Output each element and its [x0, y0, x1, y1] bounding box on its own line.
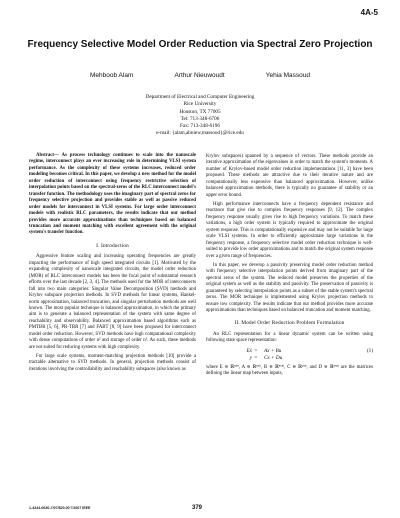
state-space-equation [206, 348, 373, 362]
equation-sign: = [254, 347, 258, 354]
body-paragraph: High performance interconnects have a frequency dependent resistance and reactance that give rise to complex frequency responses [9, 12]. The complex frequency response usually gives rise to high frequency variations. To match these variations, a high order system is typically required to approximate the original system response. This is computationally expensive and may not be suitable for large scale VLSI systems. In order to efficiently approximate large variations in the frequency response, a frequency selective model order reduction technique is well-suited to provide low order approximations and to match the original system response over a given range of frequencies. [206, 201, 373, 259]
affiliation-line: Tel: 713-348-6706 [180, 115, 220, 122]
equation-sign: = [254, 354, 258, 361]
left-column [29, 153, 196, 376]
right-column [206, 154, 373, 381]
section-heading-introduction: I. Introduction [96, 242, 129, 249]
equation-lhs: y [249, 354, 252, 361]
equation-lhs: Eẋ [246, 347, 252, 354]
equation-rhs: Cx + Du [264, 354, 283, 361]
equation-number: (1) [366, 347, 373, 354]
affiliation-line: Rice University [183, 101, 217, 108]
body-paragraph: Krylov subspaces) spanned by a sequence of vectors. These methods provide an iterative approximation of the eigenvalues in order to match the system's moments. A number of Krylov-based model order reduction implementations [11, 3] have been proposed. These methods are attractive due to their iterative nature and are computationally less expensive than balanced approximation. However, unlike balanced approximation methods, there is typically no guarantee of stability or an upper error bound. [206, 154, 373, 198]
author-list [90, 72, 310, 79]
affiliation-line: Department of Electrical and Computer Engineering [145, 94, 255, 100]
body-paragraph: An RLC representation for a linear dynamic system can be written using following state space representation: [206, 331, 373, 344]
affiliation-line: e-mail: {alam,abniew,massoud}@rice.edu [156, 130, 244, 137]
body-paragraph: In this paper, we develop a passivity preserving model order reduction method with frequency selective interpolation points derived from imaginary part of the spectral zeros of the system. The reduced model preserves the properties of the original system as well as the stability and passivity. The preservation of passivity is guaranteed by selecting interpolation points as a subset of the stable system's spectral zeros. The MOR technique is implemented using Krylov projection methods to ensure low complexity. The results indicate that our method provides more accurate approximations than techniques based on balanced truncation and moment matching. [206, 262, 373, 314]
copyright-footer: 1-4244-0630-7/07/$20.00 ©2007 IEEE [29, 506, 91, 510]
affiliation-line: Houston, TX 77005 [179, 108, 221, 115]
affiliation-line: Fax: 713-348-6196 [180, 123, 220, 130]
author-name: Yehia Massoud [265, 72, 310, 79]
author-name: Mehboob Alam [90, 72, 134, 79]
body-paragraph: Aggressive feature scaling and increasing operating frequencies are greatly impacting the performance of high speed integrated circuits [1]. Motivated by the expanding complexity of nanoscale integrated circuits, the model order reduction (MOR) of RLC interconnect models has been the focal point of substantial research efforts over the last decade [2, 3, 4]. The methods used for the MOR of interconnects fall into two main categories: Singular Value Decomposition (SVD) methods and Krylov subspace projection methods. In SVD methods for linear systems, Hankel-norm approximation, balanced truncation, and singular perturbation methods are well known. The most popular technique is balanced approximation, in which the primary aim is to generate a balanced representation of the system with same degree of reachability and observability. Balanced approximation based algorithms such as PMTBR [5, 6], PR-TBR [7] and FABT [8, 9] have been proposed for interconnect model order reduction. However, SVD methods have high computational complexity with dense computations of order n³ and storage of order n². As such, these methods are not suited for reducing systems with high complexity. [29, 254, 196, 350]
section-heading-problem-formulation: II. Model Order Reduction Problem Formulation [234, 320, 345, 327]
equation-rhs: Ax + Bu [264, 347, 282, 354]
page-label: 4A-5 [360, 8, 378, 17]
author-name: Arthur Nieuwoudt [174, 72, 225, 79]
body-paragraph: For large scale systems, moment-matching projection methods [10] provide a tractable alternative to SVD methods. In general, projection methods consist of iterations involving the controllability and reachability subspaces (also known as [29, 353, 196, 372]
page-number: 379 [192, 505, 203, 511]
abstract: Abstract— As process technology continues to scale into the nanoscale regime, interconnect plays an ever increasing role in determining VLSI system performance. As the complexity of these systems increases, reduced order modeling becomes critical. In this paper, we develop a new method for the model order reduction of interconnect using frequency restrictive selection of interpolation points based on the spectral-zeros of the RLC interconnect model's transfer function. The methodology uses the imaginary part of spectral zeros for frequency selective projection and provides stable as well as passive reduced order models for interconnect in VLSI systems. For large order interconnect models with realistic RLC parameters, the results indicate that our method provides more accurate approximations than techniques based on balanced truncation and moment matching with excellent agreement with the original system's transfer function. [29, 153, 196, 236]
body-paragraph: where E ∈ ℝⁿˣⁿ, A ∈ ℝⁿˣⁿ, B ∈ ℝⁿˣᵐ, C ∈ ℝᵖˣⁿ, and D ∈ ℝᵖˣᵐ are the matrices defining the linear map between inputs, [206, 364, 373, 377]
affiliation-block [60, 94, 340, 138]
paper-title: Frequency Selective Model Order Reduction via Spectral Zero Projection [27, 39, 373, 50]
